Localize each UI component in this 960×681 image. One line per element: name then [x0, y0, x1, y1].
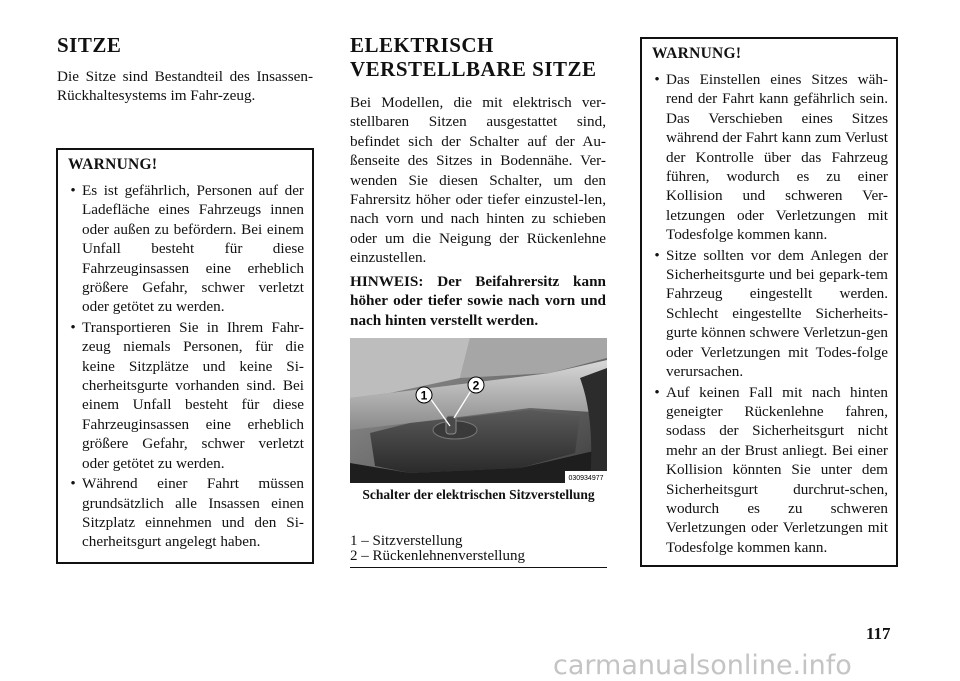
warning-item: • Es ist gefährlich, Personen auf der Ladefläche eines Fahrzeugs innen oder außen zu befördern. Bei einem Unfall besteht für diese Fahrzeuginsassen eine erheblich größere Gefahr, schwer verletzt oder getötet zu werden. [68, 181, 304, 317]
warning-box-left [56, 148, 314, 564]
figure-caption: Schalter der elektrischen Sitzverstellung [362, 487, 595, 502]
legend-item: 1 – Sitzverstellung [350, 533, 463, 549]
sitze-intro-text: Die Sitze sind Bestandteil des Insassen-Rückhaltesystems im Fahr-zeug. [57, 68, 313, 105]
warning-item: • Während einer Fahrt müssen grundsätzlich alle Insassen einen Sitzplatz einnehmen und den Si-cherheitsgurt angelegt haben. [68, 474, 304, 552]
callout-2-label: 2 [472, 378, 480, 393]
callout-1-label: 1 [420, 388, 428, 403]
section-title-elektrisch: ELEKTRISCH VERSTELLBARE SITZE [350, 33, 597, 81]
figure-id: 030934977 [568, 475, 604, 482]
warning-title: WARNUNG! [68, 156, 158, 173]
legend-divider [350, 567, 607, 568]
legend-item: 2 – Rückenlehnenverstellung [350, 548, 525, 564]
section-title-sitze: SITZE [57, 33, 122, 57]
elektrisch-body-text: Bei Modellen, die mit elektrisch ver-stellbaren Sitzen ausgestattet sind, befindet sich der Schalter auf der Au-ßenseite des Sitzes in Bodennähe. Ver-wenden Sie diesen Schalter, um den Fahrersitz höher oder tiefer einzustel-len, nach vorn und nach hinten zu schieben oder um die Neigung der Rückenlehne einzustellen. [350, 94, 606, 267]
warning-list [652, 70, 888, 557]
watermark: carmanualsonline.info [553, 650, 852, 681]
hinweis-note: HINWEIS: Der Beifahrersitz kann höher oder tiefer sowie nach vorn und nach hinten verstellt werden. [350, 273, 606, 329]
warning-item: • Sitze sollten vor dem Anlegen der Sicherheitsgurte und bei gepark-tem Fahrzeug eingestellt werden. Schlecht eingestellte Sicherheits-gurte können schwere Verletzun-gen oder Verletzungen mit Todes-folge verursachen. [652, 246, 888, 382]
seat-switch-photo [350, 338, 607, 483]
warning-list [68, 181, 304, 552]
warning-item: • Auf keinen Fall mit nach hinten geneigter Rückenlehne fahren, sodass der Sicherheitsgurt nicht mehr an der Brust anliegt. Bei einer Kollision könnten Sie unter dem Sicherheitsgurt durchrut-schen, wodurch es zu schweren Verletzungen oder Verletzungen mit Todesfolge kommen kann. [652, 383, 888, 558]
warning-title: WARNUNG! [652, 45, 742, 62]
warning-item: • Transportieren Sie in Ihrem Fahr-zeug niemals Personen, für die keine Sitzplätze und keine Si-cherheitsgurte vorhanden sind. Bei einem Unfall besteht für diese Fahrzeuginsassen eine erheblich größere Gefahr, schwer verletzt oder getötet zu werden. [68, 318, 304, 473]
page-number: 117 [866, 624, 891, 643]
warning-item: • Das Einstellen eines Sitzes wäh-rend der Fahrt kann gefährlich sein. Das Verschieben eines Sitzes während der Fahrt kann zum Verlust der Kontrolle über das Fahrzeug führen, wodurch es zu einer Kollision und schweren Ver-letzungen oder Verletzungen mit Todesfolge kommen kann. [652, 70, 888, 245]
warning-box-right [640, 37, 898, 567]
